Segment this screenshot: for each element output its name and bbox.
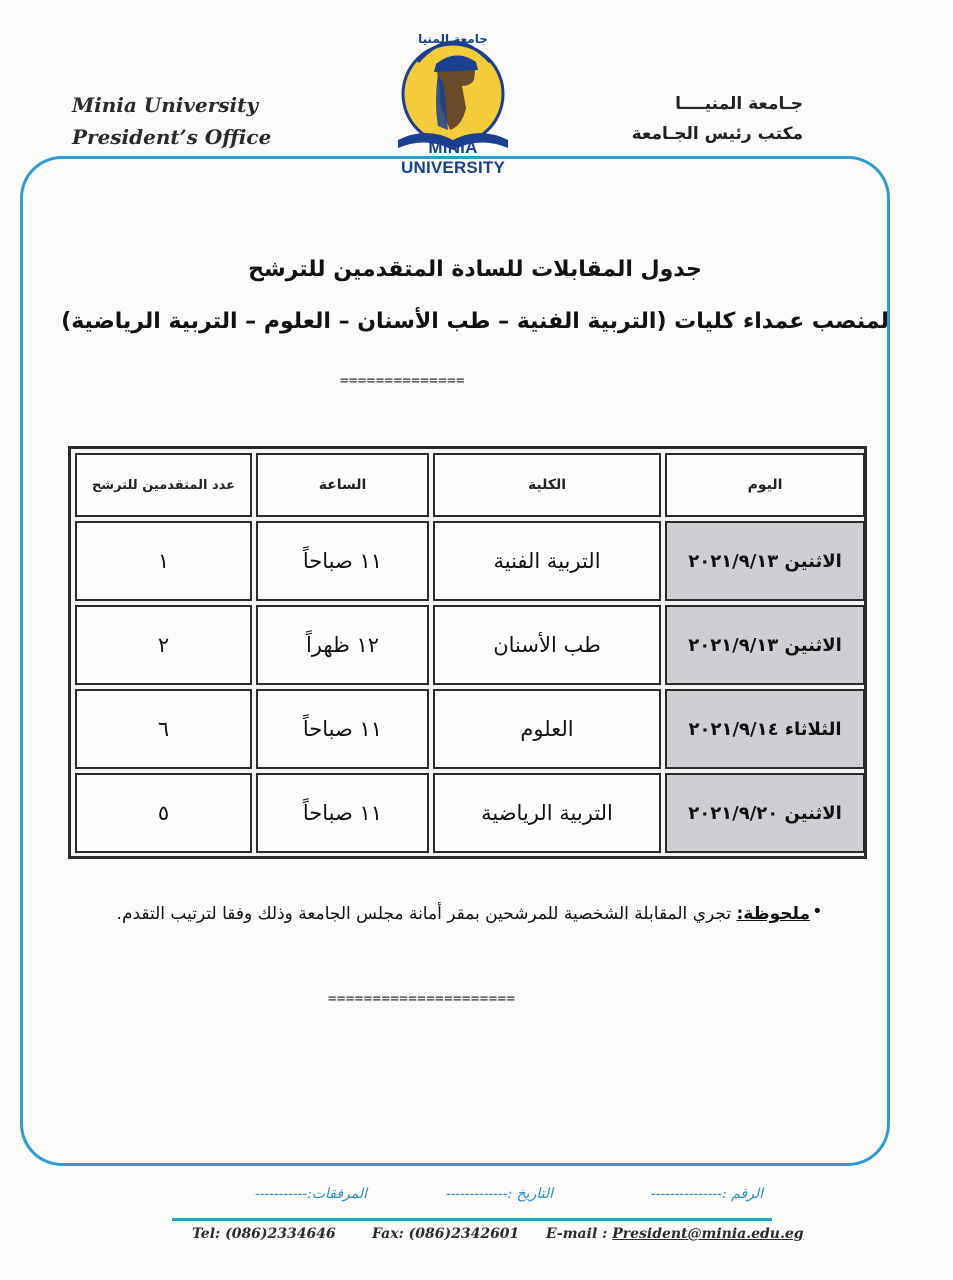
email-line: [546, 1226, 804, 1242]
row1-count: ١: [75, 521, 252, 601]
header-faculty: الكلية: [433, 453, 661, 517]
document-subtitle: لمنصب عمداء كليات (التربية الفنية – طب الأسنان – العلوم – التربية الرياضية): [61, 309, 889, 334]
note-text: تجري المقابلة الشخصية للمرشحين بمقر أمانة مجلس الجامعة وذلك وفقا لترتيب التقدم.: [116, 904, 732, 924]
document-title: جدول المقابلات للسادة المتقدمين للترشح: [248, 257, 702, 282]
row4-day: الاثنين ٢٠٢١/٩/٢٠: [665, 773, 865, 853]
note-separator: =====================: [328, 991, 516, 1007]
university-name-en: Minia University: [72, 93, 258, 117]
header-time: الساعة: [256, 453, 429, 517]
logo-university-name: MINIA UNIVERSITY: [400, 138, 506, 177]
note-bullet-icon: •: [812, 901, 823, 922]
row2-time: ١٢ ظهراً: [256, 605, 429, 685]
row3-day: الثلاثاء ٢٠٢١/٩/١٤: [665, 689, 865, 769]
telephone: Tel: (086)2334646: [192, 1226, 336, 1242]
row1-day: الاثنين ٢٠٢١/٩/١٣: [665, 521, 865, 601]
fax: Fax: (086)2342601: [372, 1226, 520, 1242]
header-day: اليوم: [665, 453, 865, 517]
row1-faculty: التربية الفنية: [433, 521, 661, 601]
row3-count: ٦: [75, 689, 252, 769]
title-separator: ==============: [340, 373, 466, 389]
row2-count: ٢: [75, 605, 252, 685]
email-link[interactable]: President@minia.edu.eg: [612, 1226, 804, 1242]
row4-time: ١١ صباحاً: [256, 773, 429, 853]
office-name-ar: مكتب رئيس الجـامعة: [631, 124, 803, 144]
row1-time: ١١ صباحاً: [256, 521, 429, 601]
row2-faculty: طب الأسنان: [433, 605, 661, 685]
email-label: E-mail :: [546, 1226, 613, 1242]
attachments-field: المرفقات:-----------: [255, 1186, 367, 1202]
row3-faculty: العلوم: [433, 689, 661, 769]
date-field: التاريخ :-------------: [445, 1186, 553, 1202]
header-applicants-count: عدد المتقدمين للترشح: [75, 453, 252, 517]
row2-day: الاثنين ٢٠٢١/٩/١٣: [665, 605, 865, 685]
reference-number-field: الرقم :---------------: [650, 1186, 763, 1202]
note-label: ملحوظة:: [736, 904, 810, 924]
logo-arabic-text: جامعة المنيا: [418, 32, 488, 46]
footer-rule: [172, 1218, 772, 1221]
university-name-ar: جـامعة المنيــــا: [675, 94, 803, 114]
office-name-en: President’s Office: [72, 125, 272, 149]
note-paragraph: [90, 898, 810, 931]
row3-time: ١١ صباحاً: [256, 689, 429, 769]
row4-faculty: التربية الرياضية: [433, 773, 661, 853]
interview-schedule-table: [68, 446, 867, 859]
row4-count: ٥: [75, 773, 252, 853]
